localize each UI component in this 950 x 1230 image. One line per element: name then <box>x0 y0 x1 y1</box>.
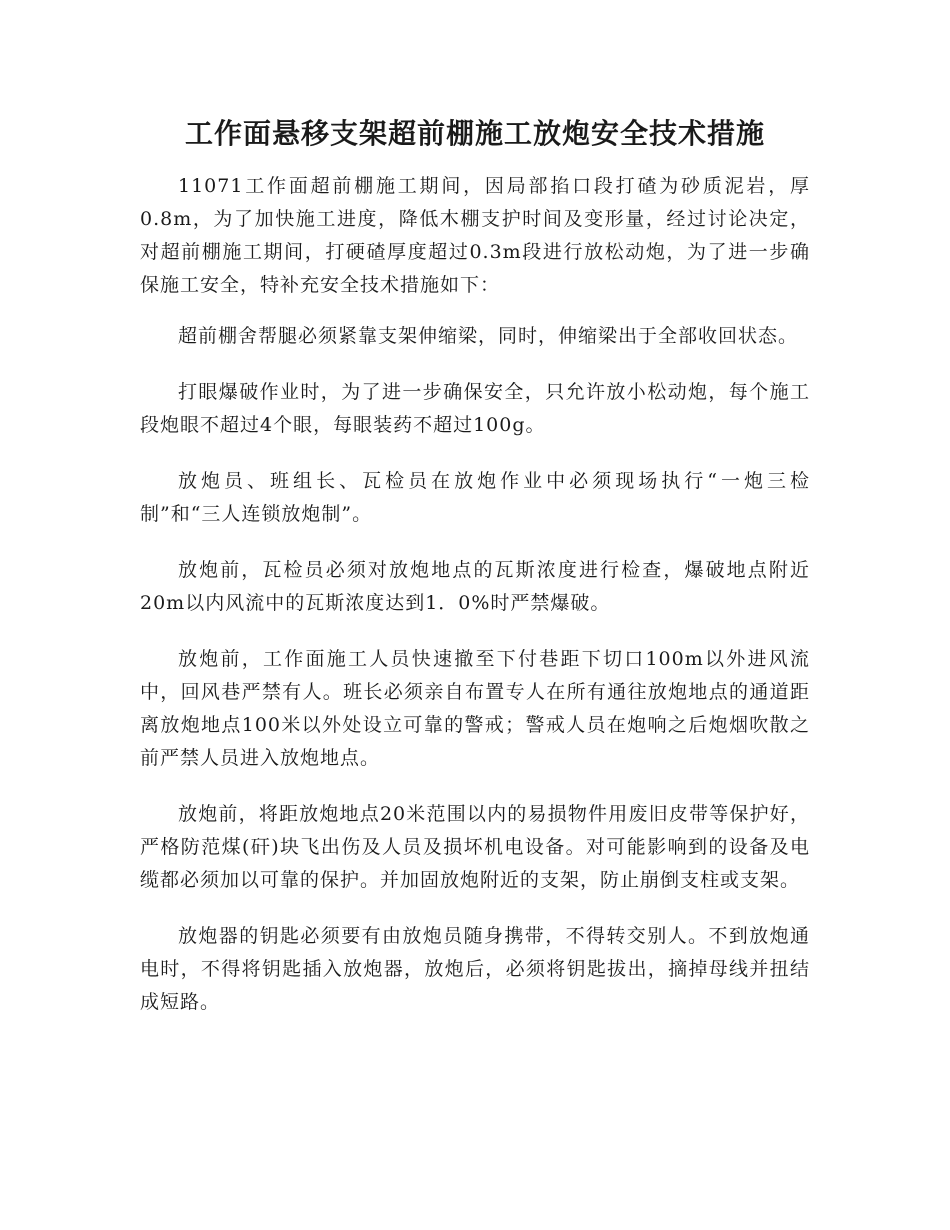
measure-paragraph-6: 放炮前，将距放炮地点20米范围以内的易损物件用废旧皮带等保护好，严格防范煤(矸)块飞出伤及人员及损坏机电设备。对可能影响到的设备及电缆都必须加以可靠的保护。并加固放炮附近的支架，防止崩倒支柱或支架。 <box>140 803 810 891</box>
measure-paragraph-2: 打眼爆破作业时，为了进一步确保安全，只允许放小松动炮，每个施工段炮眼不超过4个眼，每眼装药不超过100g。 <box>140 381 810 436</box>
intro-paragraph: 11071工作面超前棚施工期间，因局部掐口段打碴为砂质泥岩，厚0.8m，为了加快施工进度，降低木棚支护时间及变形量，经过讨论决定，对超前棚施工期间，打硬碴厚度超过0.3m段进行放松动炮，为了进一步确保施工安全，特补充安全技术措施如下： <box>140 175 810 296</box>
measure-paragraph-5: 放炮前，工作面施工人员快速撤至下付巷距下切口100m以外进风流中，回风巷严禁有人。班长必须亲自布置专人在所有通往放炮地点的通道距离放炮地点100米以外处设立可靠的警戒；警戒人员在炮响之后炮烟吹散之前严禁人员进入放炮地点。 <box>140 648 810 769</box>
measure-paragraph-3: 放炮员、班组长、瓦检员在放炮作业中必须现场执行“一炮三检制”和“三人连锁放炮制”。 <box>140 470 810 525</box>
document-title: 工作面悬移支架超前棚施工放炮安全技术措施 <box>184 117 765 150</box>
measure-paragraph-1: 超前棚舍帮腿必须紧靠支架伸缩梁，同时，伸缩梁出于全部收回状态。 <box>178 325 799 347</box>
measure-paragraph-4: 放炮前，瓦检员必须对放炮地点的瓦斯浓度进行检查，爆破地点附近20m以内风流中的瓦斯浓度达到1．0%时严禁爆破。 <box>140 559 810 614</box>
measure-paragraph-7: 放炮器的钥匙必须要有由放炮员随身携带，不得转交别人。不到放炮通电时，不得将钥匙插入放炮器，放炮后，必须将钥匙拔出，摘掉母线并扭结成短路。 <box>140 925 810 1013</box>
